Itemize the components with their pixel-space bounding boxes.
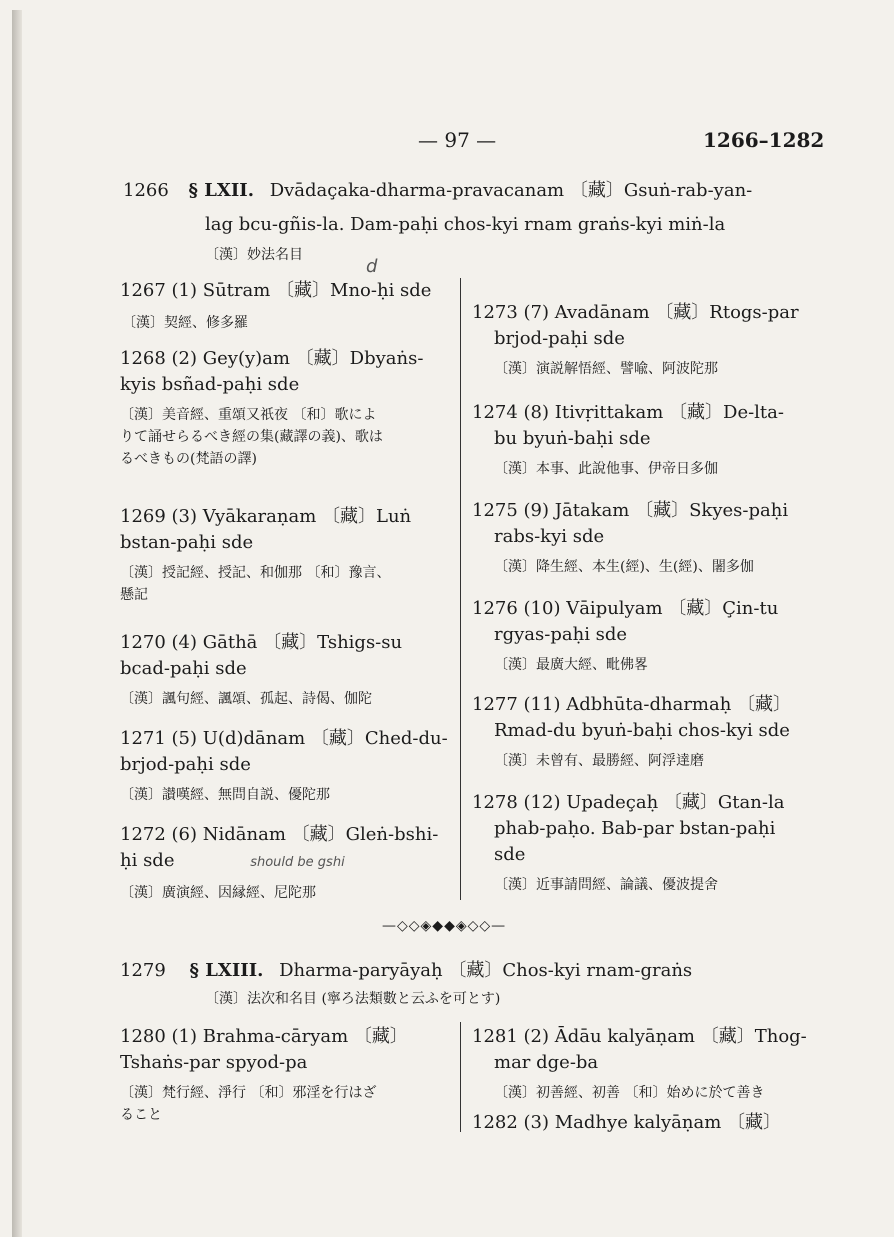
chinese-gloss: 〔漢〕法次和名目 (寧ろ法類數と云ふを可とす) [205,991,501,1007]
section-label: § LXIII. [189,960,264,981]
entry-number: 1266 [123,180,169,201]
section-heading-line [123,178,752,204]
handwritten-note: d [366,256,378,277]
chinese-gloss: 〔漢〕妙法名目 [205,247,303,263]
entry-1278: 1278 (12) Upadeçaḥ 〔藏〕Gtan-la phab-paḥo. Bab-par bstan-paḥi sde 〔漢〕近事請問經、論議、優波提舍 [472,792,785,893]
entry-1273: 1273 (7) Avadānam 〔藏〕Rtogs-par brjod-paḥi sde 〔漢〕演説解悟經、譬喩、阿波陀那 [472,302,799,377]
entry-number: 1279 [120,960,166,981]
column-divider [460,1022,461,1132]
entry-1277: 1277 (11) Adbhūta-dharmaḥ 〔藏〕 Rmad-du byuṅ-baḥi chos-kyi sde 〔漢〕未曾有、最勝經、阿浮達磨 [472,694,792,769]
entry-continuation: lag bcu-gñis-la. Dam-paḥi chos-kyi rnam graṅs-kyi miṅ-la [205,214,726,235]
section-heading-line [120,958,692,984]
entry-1270: 1270 (4) Gāthā 〔藏〕Tshigs-su bcad-paḥi sde 〔漢〕諷句經、諷頌、孤起、詩偈、伽陀 [120,632,403,707]
entry-1271: 1271 (5) U(d)dānam 〔藏〕Ched-du- brjod-paḥi sde 〔漢〕讃嘆經、無問自説、優陀那 [120,728,448,803]
entry-1268: 1268 (2) Gey(y)am 〔藏〕Dbyaṅs- kyis bsñad-paḥi sde 〔漢〕美音經、重頌又祇夜 〔和〕歌によ りて誦せらるべき經の集(藏譯の義)、歌は るべきもの(梵語の譯) [120,348,424,467]
entry-1281-1282: 1281 (2) Ādāu kalyāṇam 〔藏〕Thog- mar dge-ba 〔漢〕初善經、初善 〔和〕始めに於て善き 1282 (3) Madhye kalyāṇam 〔藏〕 [472,1026,807,1133]
page-number: — 97 — [418,128,497,152]
entry-1276: 1276 (10) Vāipulyam 〔藏〕Çin-tu rgyas-paḥi sde 〔漢〕最廣大經、毗佛畧 [472,598,779,673]
entry-text: Dharma-paryāyaḥ 〔藏〕Chos-kyi rnam-graṅs [279,960,693,981]
entry-1280: 1280 (1) Brahma-cāryam 〔藏〕 Tshaṅs-par spyod-pa 〔漢〕梵行經、淨行 〔和〕邪淫を行はざ ること [120,1026,408,1123]
entry-1275: 1275 (9) Jātakam 〔藏〕Skyes-paḥi rabs-kyi sde 〔漢〕降生經、本生(經)、生(經)、闍多伽 [472,500,789,575]
entry-text: Dvādaçaka-dharma-pravacanam 〔藏〕Gsuṅ-rab-yan- [269,180,753,201]
entry-1272: 1272 (6) Nidānam 〔藏〕Gleṅ-bshi- ḥi sde should be gshi 〔漢〕廣演經、因縁經、尼陀那 [120,824,439,901]
entry-range: 1266–1282 [703,128,825,152]
column-divider [460,278,461,900]
handwritten-correction: should be gshi [250,855,345,870]
binding-edge [12,10,22,1237]
section-ornament: —◇◇◈◆◆◈◇◇— [382,918,507,934]
entry-1269: 1269 (3) Vyākaraṇam 〔藏〕Luṅ bstan-paḥi sde 〔漢〕授記經、授記、和伽那 〔和〕豫言、 懸記 [120,506,412,603]
entry-1267: 1267 (1) Sūtram 〔藏〕Mno-ḥi sde 〔漢〕契經、修多羅 [120,280,432,331]
entry-1274: 1274 (8) Itivṛittakam 〔藏〕De-lta- bu byuṅ-baḥi sde 〔漢〕本事、此說他事、伊帝日多伽 [472,402,784,477]
section-label: § LXII. [188,180,254,201]
